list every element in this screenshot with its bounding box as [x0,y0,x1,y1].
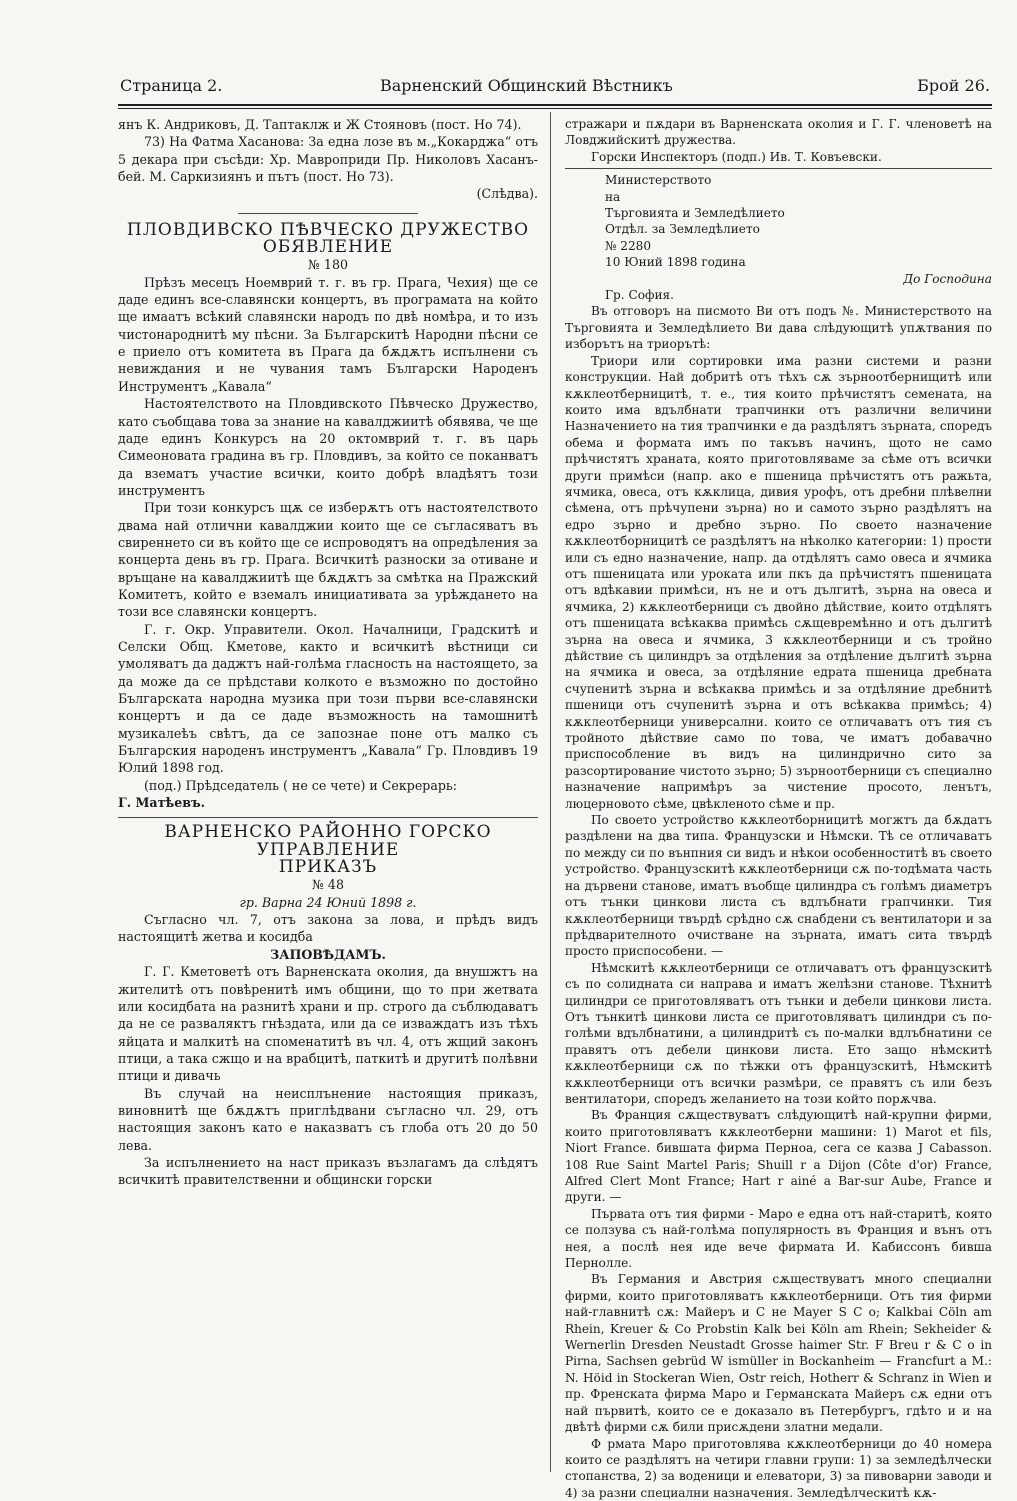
paragraph: По своето устройство кѫклеотборницитѣ могжтъ да бѫдатъ раздѣлени на два типа. Французски и Нѣмски. Тѣ се отличаватъ по между си по вънпния си видъ и нѣкои особенноститѣ въ своето устройство. Французскитѣ кѫклеотберници сѫ по-тодѣмата часть на дървени станове, иматъ въобще цилиндра съ голѣмъ диаметръ отъ тънки цинкови листа съ вдлъбнати грапчинки. Тия кѫклеотберници твърдѣ срѣдно сѫ снабдени съ вентилатори и за прѣдварителното очистване на зърната, иматъ сита твърдѣ просто приспособени. — [565,812,992,960]
paragraph: Първата отъ тия фирми - Маро е една отъ най-старитѣ, която се ползува съ най-голѣма популярность въ Франция и вънъ отъ нея, а послѣ нея иде вече фирмата И. Кабиссонъ бивша Пернолле. [565,1206,992,1272]
divider [238,213,418,214]
signature: Г. Матѣевъ. [118,794,538,811]
announcement-heading: ОБЯВЛЕНИЕ [118,239,538,256]
right-column [565,116,992,1501]
decree-heading: ЗАПОВѢДАМЪ. [118,946,538,963]
to-be-continued: (Слѣдва). [118,185,538,202]
letterhead-line: № 2280 [605,238,992,254]
header-rule-thin [118,108,992,109]
order-number: № 48 [118,876,538,893]
letterhead-line: 10 Юний 1898 година [605,254,992,270]
paragraph: При този конкурсъ щѫ се изберѫтъ отъ настоятелството двама най отлични кавалджии които ще се съгласяватъ въ свиреннето си въ който ще се испроводятъ на опредѣления за концерта день въ гр. Прага. Всичкитѣ разноски за отиване и връщане на кавалджиитѣ ще бѫдѫтъ за смѣтка на Пражский Комитетъ, който е вземалъ инициативата за урѣждането на този все славянски концертъ. [118,499,538,620]
paragraph: За испълнението на наст приказъ възлагамъ да слѣдятъ всичкитѣ правителственни и общински горски [118,1154,538,1189]
order-heading: ПРИКАЗЪ [118,859,538,876]
paragraph: Ф рмата Маро приготовлява кѫклеотберници до 40 номера които се раздѣлятъ на четири главни групи: 1) за земледѣлчески стопанства, 2) за воденици и елеватори, 3) за пивоварни заводи и 4) за разни специални назначения. Земледѣлческитѣ кѫ- [565,1436,992,1501]
paragraph: Въ отговоръ на писмото Ви отъ подъ №. Министерството на Търговията и Земледѣлието Ви дава слѣдующитѣ упѫтвания по изборътъ на триорътѣ: [565,303,992,352]
paragraph: (под.) Прѣдседатель ( не се чете) и Секрерарь: [118,777,538,794]
paragraph: Настоятелството на Пловдивското Пѣвческо Дружество, като съобщава това за знание на кавалджиитѣ обявява, че ще даде единъ Конкурсъ на 20 октомврий т. г. въ царь Симеоновата градина въ гр. Пловдивъ, за който се поканватъ да взематъ участие всички, които добрѣ владѣятъ този инструментъ [118,395,538,499]
ministry-letterhead [605,172,992,303]
paragraph: Въ Франция сѫществуватъ слѣдующитѣ най-крупни фирми, които приготовляватъ кѫклеотберни машини: 1) Marot et fils, Niort France. бившата фирма Перноа, сега се казва J Cabasson. 108 Rue Saint Martel Paris; Shuill r a Dijon (Côte d'or) France, Alfred Clert Mont France; Hart r ainé a Bar-sur Aube, France и други. — [565,1107,992,1205]
paragraph: Г. Г. Кметоветѣ отъ Варненската околия, да внушжтъ на жителитѣ отъ повѣренитѣ имъ общини, що то при жетвата или косидбата на разнитѣ храни и пр. строго да съблюдаватъ да не се разваляктъ гнѣздата, или да се изваждатъ изъ тѣхъ яйцата и малкитѣ на споменатитѣ въ чл. 4, отъ жщий законъ птици, а така сжщо и на врабцитѣ, паткитѣ и другитѣ полѣвни птици и дивачь [118,963,538,1084]
paragraph: Прѣзъ месецъ Ноемврий т. г. въ гр. Прага, Чехия) ще се даде единъ все-славянски концертъ, въ програмата на който ще имаатъ всѣкий славянски народъ по двѣ номѣра, и то изъ чистонароднитѣ му пѣсни. За Българскитѣ Народни пѣсни се е приело отъ комитета въ Прага да бѫдѫтъ испълнени съ невиждания и не чувания тамъ Български Народенъ Инструментъ „Кавала“ [118,274,538,395]
letterhead-line: на [605,189,992,205]
header-rule [118,104,992,106]
paragraph: Съгласно чл. 7, отъ закона за лова, и прѣдъ видъ настоящитѣ жетва и косидба [118,911,538,946]
forest-office-heading: ВАРНЕНСКО РАЙОННО ГОРСКО УПРАВЛЕНИЕ [118,824,538,859]
paragraph: Г. г. Окр. Управители. Окол. Началници, Градскитѣ и Селски Общ. Кметове, както и всичкитѣ вѣстници си умоляватъ да даджтъ най-голѣма гласность на настоящето, за да може да се прѣдстави колкото е възможно по достойно Българската народна музика при този първи все-славянски концертъ и да се даде възможность на тамошнитѣ музикалеѣъ свѣтъ, да се запознае поне отъ малко съ Българския народенъ инструментъ „Кавала“ Гр. Пловдивъ 19 Юлий 1898 год. [118,621,538,777]
divider [565,168,992,169]
letterhead-line: Гр. София. [605,287,992,303]
paragraph: стражари и пѫдари въ Варненската околия и Г. Г. членоветѣ на Ловджийскитѣ дружества. [565,116,992,149]
announcement-number: № 180 [118,256,538,273]
paragraph: Въ Германия и Австрия сѫществуватъ много специални фирми, които приготовляватъ кѫклеотберници. Отъ тия фирми най-главнитѣ сѫ: Майеръ и С не Mayer S C o; Kalkbai Cöln am Rhein, Kreuer & Co Probstin Kalk bei Köln am Rhein; Sekheider & Wernerlin Dresden Neustadt Grosse haimer Str. F Breu r & C o in Pirna, Sachsen gebrüd W ismüller in Bockanheim — Francfurt a M.: N. Höid in Stockeran Wien, Ostr reich, Hotherr & Schranz in Wien и пр. Френската фирма Маро и Германската Майеръ сѫ едни отъ най първитѣ, които се е доказало въ Петербургъ, гдѣто и и на двѣтѣ фирми сѫ били присѫдени златни медали. [565,1271,992,1435]
page-number: Страница 2. [120,76,222,95]
inspector-signature: Горски Инспекторъ (подп.) Ив. Т. Ковъевски. [565,149,992,165]
column-divider [550,112,551,1472]
letterhead-line: Търговията и Земледѣлието [605,205,992,221]
issue-number: Брой 26. [917,76,990,95]
paragraph: Нѣмскитѣ кѫклеотберници се отличаватъ отъ французскитѣ съ по солидната си направа и иматъ желѣзни станове. Тѣхнитѣ цилиндри се приготовляватъ отъ тънки и дебели цинкови листа. Отъ тънкитѣ цинкови листа се приготовляватъ цилиндри съ по-голѣми вдълбнатини, а цилиндритѣ съ по-малки вдлъбнатини се правятъ отъ дебели цинкови листа. Ето защо нѣмскитѣ кѫклеотберници сѫ по тѣжки отъ французскитѣ, Нѣмскитѣ кѫклеотберници отъ всички размѣри, се правятъ съ или безъ вентилатори, споредъ желанието на този който порѫчва. [565,960,992,1108]
left-column [118,116,538,1189]
page-header [120,70,990,100]
letterhead-line: Министерството [605,172,992,188]
paragraph: Триори или сортировки има разни системи и разни конструкции. Най добритѣ отъ тѣхъ сѫ зърноотбернищитѣ или кѫклеотберницитѣ, т. е., тия които прѣчистятъ семената, на които има вдълбнати трапчинки отъ различни величини Назначението на тия трапчинки е да раздѣлятъ зърната, споредъ обема и формата имъ по такъвъ начинъ, щото не само прѣчистятъ храната, която приготовляваме за сѣме отъ всички други примѣси (напр. ако е пшеница прѣчистятъ отъ ражьта, ячмика, овеса, отъ кѫклица, дивия урофъ, отъ дребни плѣвелни сѣмена, отъ прѣчупени зърна) но и самото зърно раздѣлятъ на едро зърно и дребно зърно. По своето назначение кѫклеотборницитѣ се раздѣлятъ на нѣколко категории: 1) прости или съ едно назначение, напр. да отдѣлятъ само овеса и ячмика отъ пшеницата или уроката или пкъ да прѣчистятъ пшеницата отъ вдѣкавии примѣси, нъ не и отъ дългитѣ, зърна на овеса и ячмика, 2) кѫклеотберници съ двойно дѣйствие, които отдѣлятъ отъ пшеницата всѣкаква примѣсь сѫщевремѣнно и отъ дългитѣ зърна на овеса и ячмика, 3 кѫклеотберници и съ тройно дѣйствие съ цилиндръ за отдѣления за отдѣление дългитѣ зърна на ячмика и овеса, за отдѣляние едрата пшеница дребната счупенитѣ зърна и всѣкаква примѣсь и за отдѣляние дребнитѣ пшеници отъ счупенитѣ зърна и отъ всѣкаква примѣсь; 4) кѫклеотберници универсални. които се отличаватъ отъ тия съ тройното дѣйствие само по това, че иматъ добавачно приспособление въ видъ на цилиндрично сито за разсортирование чистото зърно; 5) зърноотберници съ специално назначение напримѣръ за чистение просото, ленътъ, люцерновото сѣме, цвѣкленото сѣме и пр. [565,353,992,812]
order-date: гр. Варна 24 Юний 1898 г. [118,894,538,911]
society-heading: ПЛОВДИВСКО ПѢВЧЕСКО ДРУЖЕСТВО [118,222,538,239]
paragraph: 73) На Фатма Хасанова: За една лозе въ м.„Кокарджа“ отъ 5 декара при съсѣди: Хр. Мавроприди Пр. Николовъ Хасанъ-бей. М. Саркизиянъ и пътъ (пост. Но 73). [118,133,538,185]
addressee: До Господина [605,271,992,287]
newspaper-title: Варненский Общинский Вѣстникъ [380,76,673,95]
paragraph: Въ случай на неисплънение настоящия приказъ, виновнитѣ ще бѫдѫтъ приглѣдвани съгласно чл. 29, отъ настоящия законъ като е наказватъ съ глоба отъ 20 до 50 лева. [118,1085,538,1154]
divider [118,817,538,818]
letterhead-line: Отдѣл. за Земледѣлието [605,221,992,237]
paragraph: янъ К. Андриковъ, Д. Таптаклж и Ж Стояновъ (пост. Но 74). [118,116,538,133]
